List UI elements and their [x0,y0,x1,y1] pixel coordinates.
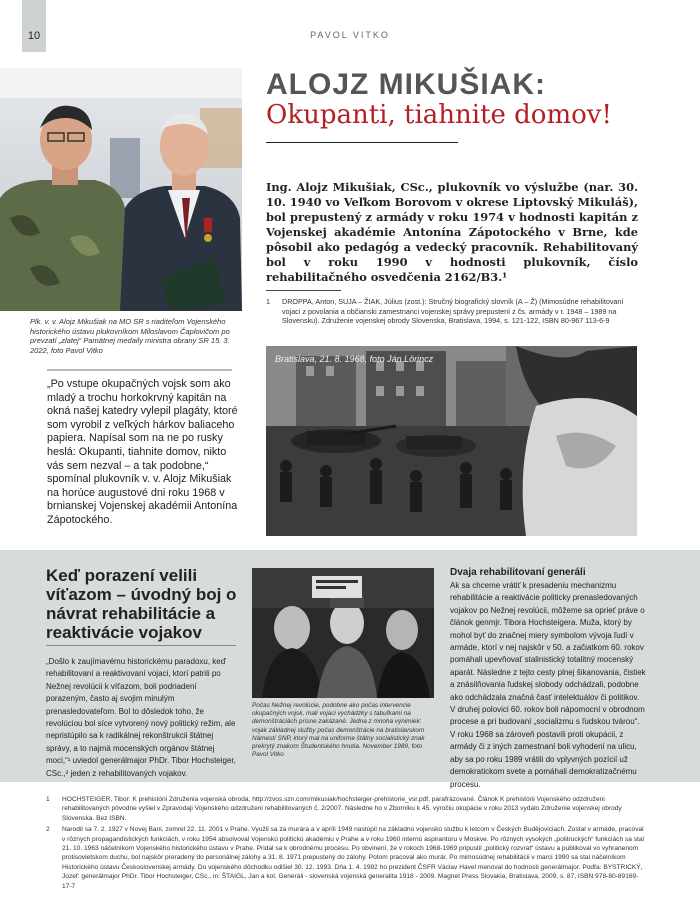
footnote-item [46,825,646,891]
revolution-1989-drawing [252,568,434,698]
quote-divider [47,369,232,371]
page-number: 10 [27,30,41,42]
pull-quote: „Po vstupe okupačných vojsk som ako mladý a trochu horkokrvný kapitán na okná našej katedry vylepil plagáty, ktoré som vyrobil z veľkých hárkov baliaceho papiera. Napísal som na ne po rusky heslá: Okupanti, tiahnite domov, nikto vás sem nezval – a tak podobne,“ spomínal plukovník v. v. Alojz Mikušiak na horúce augustové dni roku 1968 v brnianskej Vojenskej akadémii Antonína Zápotockého. [47,378,238,526]
footnote-top [266,297,638,326]
footnotes-bottom [46,795,646,893]
page-number-tab [22,0,46,52]
sidebar-title: Dvaja rehabilitovaní generáli [450,567,586,578]
portrait-photo-caption: Plk. v. v. Alojz Mikušiak na MO SR s riaditeľom Vojenského historického ústavu plukovníkom Miloslavom Čaplovičom po prevzatí „zlatej“ Pamätnej medaily ministra obrany SR 15. 3. 2022, foto Pavol Vitko [30,317,230,355]
section-body: „Došlo k zaujímavému historickému paradoxu, keď rehabilitovaní a reaktivovaní vojaci, ktorí patrili po Nežnej revolúcii k víťazom, boli podriadení porazeným, často aj svojim minulým prenasledovateľom. Bol to dôsledok toho, že revolúciou bol síce vytvorený nový politický režim, ale nepristúpilo sa k radikálnej rekonštrukcii štátnej správy, a to najmä mocenských orgánov štátnej moci,“¹ uviedol generálmajor PhDr. Tibor Hochsteiger, CSc.,² jeden z rehabilitovaných vojakov. [46,657,236,778]
portrait-photo-drawing [0,68,242,311]
bratislava-photo-caption: Bratislava, 21. 8. 1968, foto Ján Lörincz [275,354,434,364]
article-title-name: ALOJZ MIKUŠIAK: [266,68,546,101]
footnote-text: DROPPA, Anton, SUJA – ŽIAK, Július (zost.): Stručný biografický slovník (A – Ž) (Mimosúdne rehabilitovaní vojaci z povolania a občianski zamestnanci vojenskej správy prepustení z čs. armády v r. 1948 – 1989 na Slovensku). Združenie vojenskej obrody Slovenska, Bratislava, 1994, s. 121-122, ISBN 80-967 113-6-9 [282,297,624,326]
bratislava-1968-photo [266,346,637,536]
revolution-photo-caption: Počas Nežnej revolúcie, podobne ako počas intervencie okupačných vojsk, mali vojaci vychádzky s tabuľkami na demonštráciách prísne zakázané. Jedna z mnoha výnimiek: vojak základnej služby počas demonštrácie na bratislavskom Námestí SNP, ktorý mal na uniforme štátny socialistický znak prekrytý znakom Študentského hnutia. November 1989, foto Pavol Vitko [252,702,425,759]
footnote-number: 1 [46,796,50,803]
footnote-divider [266,290,341,291]
footnote-number: 2 [46,826,50,834]
bratislava-1968-drawing [266,346,637,536]
portrait-photo [0,68,242,311]
article-title-quote: Okupanti, tiahnite domov! [266,100,612,130]
footnote-item [46,795,646,823]
title-divider [266,142,458,143]
footnote-text: HOCHSTEIGER, Tibor: K prehistórii Združenia vojenská obroda, http://zvos.szn.com/mikusiak/hochsteiger-prehistorie_vsr.pdf, parafrázované. Článok K prehistórii Vojenského odzdruženi rehabilitovaných pôvodne vyšiel v Zpravodaji Vojenského odzdruženi rehabilitovaných č. 2/2007. Následne ho v Zborníku k 45. výročiu okupácie v roku 2013 vydalo Združenie vojenskej obrody Slovenska. Bez ISBN. [62,796,622,822]
section-heading-divider [46,645,236,646]
revolution-1989-photo [252,568,434,698]
sidebar-body: Ak sa chceme vrátiť k presadeniu mechanizmu rehabilitácie a reaktivácie politicky prenasledovaných vojakov po Nežnej revolúcii, môžeme sa oprieť práve o článok genmjr. Tibora Hochsteigera. Muža, ktorý by mohol byť do značnej miery symbolom vývoja ľudí v armáde, ktorí v nej najskôr v 50. a začiatkom 60. rokov pomáhali upevňovať stalinistický totalitný mocenský aparát. Následne z tejto cesty plnej šikanovania, čistiek a znásilňovania ľudskej slobody odchádzali, podobne ako odchádzala značná časť intelektuálov či politikov. V druhej polovici 60. rokov boli nápomocní v obrodnom procese a pri budovaní „socializmu s ľudskou tvárou“. V roku 1968 sa zároveň postavili proti okupácii, z armády či z iných zamestnaní boli vyhodení na ulicu, aby sa po roku 1989 vrátili do vplyvných pozícií už demokratickom svete a pomáhali demokratizačnému procesu. [450,581,646,789]
footnote-number: 1 [266,297,270,306]
footnote-text: Narodil sa 7. 2. 1927 v Novej Bani, zomrel 22. 11. 2001 v Prahe. Využil sa za murára a v apríli 1949 nastúpil na základnú vojenskú službu k letcom v Českých Budějoviciach. Zostal v armáde, pracoval v rôznych propagandistických funkciách, v roku 1954 absolvoval Vojenskú politickú akadémiu v Prahe a v roku 1960 internú aspirantúru v Moskve. Po rôznych vysokých „politruckých“ funkciách sa stal 21. 10. 1963 náčelníkom Vojenského historického ústavu v Prahe. Pridal sa k obrodnému procesu. Po obvinení, že v rokoch 1968-1969 pripustil „politický rozvrat“ ústavu a publikoval vo vyhranenom protisovietskom duchu, bol najskôr preradený do personálnej zálohy a 31. 8. 1971 prepustený do zálohy. Potom pracoval ako murár. Po mimosúdnej rehabilitácii v marci 1990 sa stal náčelníkom Historického ústavu Československej armády. Do vojenského dôchodku odišiel 30. 12. 1993. Dňa 1. 4. 1992 ho prezident ČSFR Václav Havel menoval do hodnosti generálmajor. Podľa: BYSTRICKÝ, Jozef: generálmajor PhDr. Tibor Hochsteiger, CSc., in: ŠTAIGL, Jan a kol. Generáli - slovenská vojenská generalita 1918 - 2009. Magnet Press Slovakia, Bratislava, 2009, s. 87, ISBN 978-80-89169-17-7 [62,826,645,890]
running-title: PAVOL VITKO [310,30,390,40]
lead-paragraph: Ing. Alojz Mikušiak, CSc., plukovník vo výslužbe (nar. 30. 10. 1940 vo Veľkom Borovom v okrese Liptovský Mikuláš), bol prepustený z armády v roku 1974 v hodnosti kapitán z Vojenskej akadémie Antonína Zápotockého v Brne, kde pôsobil ako pedagóg a vedecký pracovník. Rehabilitovaný bol v roku 1990 v hodnosti plukovník, číslo rehabilitačného osvedčenia 2162/B3.¹ [266,180,638,284]
section-heading: Keď porazení velili víťazom – úvodný boj o návrat rehabilitácie a reaktivácie vojakov [46,566,237,642]
